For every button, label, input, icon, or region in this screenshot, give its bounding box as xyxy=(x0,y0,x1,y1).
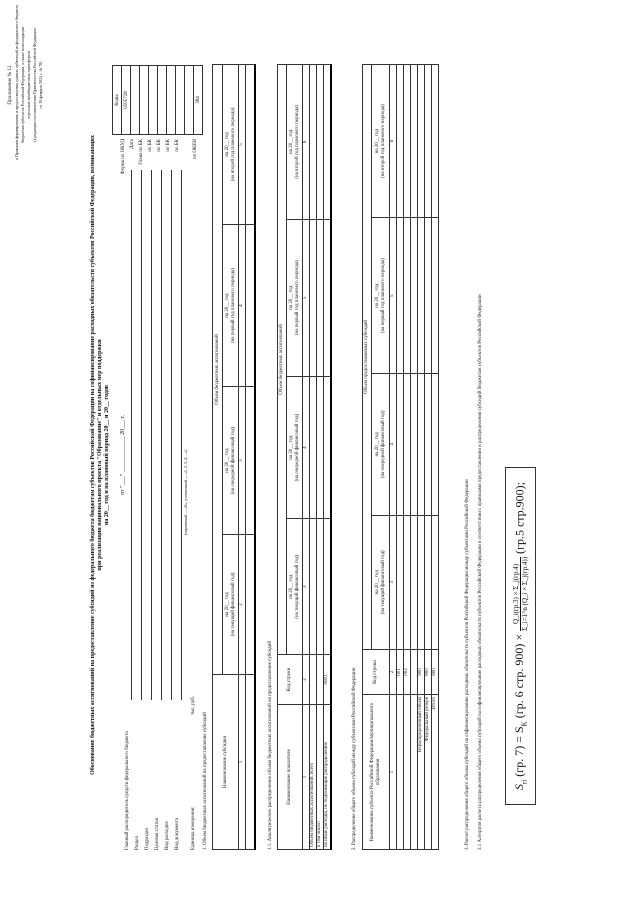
code-label: по ОКЕИ xyxy=(193,139,198,160)
col-header: Код строки xyxy=(363,650,390,695)
code-cell xyxy=(167,66,176,135)
table-cell xyxy=(324,376,332,519)
table-cell xyxy=(411,218,418,374)
code-label: Дата xyxy=(130,139,135,149)
row-code: 002 xyxy=(404,650,411,695)
group-header: Объем бюджетных ассигнований xyxy=(278,65,287,655)
table-cell xyxy=(317,219,324,376)
header-underline xyxy=(151,170,152,700)
title-line: Обоснование бюджетных ассигнований на предоставление субсидий из федерального бюджета бюджетам субъектов Российской Федерации на софинансирование расходных обязательств субъектов Российской Федерации, возникающих xyxy=(90,135,96,775)
codes-table xyxy=(112,65,203,135)
table-cell xyxy=(397,515,404,649)
appendix-line: бюджетам субъектов Российской Федерации, а также консолидации xyxy=(20,27,25,143)
header-underline xyxy=(131,170,132,700)
row-label xyxy=(397,695,404,850)
table-cell xyxy=(397,218,404,374)
table-cell xyxy=(246,534,255,674)
header-underline xyxy=(141,170,142,700)
col-number: 1 xyxy=(239,675,246,850)
table-cell xyxy=(425,515,432,649)
table-cell xyxy=(317,655,324,705)
year-header: на 20__ год (на первый год планового периода) xyxy=(372,218,390,374)
table-cell xyxy=(317,65,324,220)
note-31: 3.1 Алгоритм расчета распределения общего объема субсидий на софинансирование расходных обязательств субъектов Российской Федерации в соответствии с правилами предоставления и распределения субсидий бюджетам субъектов Российской Федерации xyxy=(478,294,483,850)
section11-title: 1.1. Аналитическое распределение объема бюджетных ассигнований на предоставление субсидий xyxy=(268,640,273,850)
table-cell xyxy=(425,65,432,218)
appendix-block xyxy=(8,5,44,160)
year-header: на 20__ год (на очередной финансовый год) xyxy=(372,374,390,516)
year-header: на 20__ год (на текущий финансовый год) xyxy=(287,519,303,655)
row-code: 0001 xyxy=(324,655,332,705)
row-label: Итого xyxy=(432,695,439,850)
code-cell xyxy=(158,66,167,135)
col-number: 4 xyxy=(303,376,310,519)
year-header: на 20__ год (на второй год планового периода) xyxy=(223,65,239,225)
code-label: по БК xyxy=(157,139,162,152)
year-header: на 20__ год (на текущий финансовый год) xyxy=(372,515,390,649)
table-cell xyxy=(418,374,425,516)
table-cell xyxy=(324,219,332,376)
code-cell xyxy=(131,66,140,135)
row-code: 001 xyxy=(397,650,404,695)
year-header: на 20__ год (на очередной финансовый год) xyxy=(223,387,239,535)
code-cell: 384 xyxy=(194,66,203,135)
table-cell xyxy=(310,376,317,519)
col-number: 1 xyxy=(390,695,397,850)
header-label: Подраздел xyxy=(145,827,150,850)
table-cell xyxy=(418,65,425,218)
formula-fraction xyxy=(512,557,529,631)
table-cell xyxy=(246,224,255,386)
col-number: 2 xyxy=(303,655,310,705)
section2-table xyxy=(362,64,439,850)
header-label: Целевая статья xyxy=(155,818,160,850)
row-code: 800 xyxy=(425,650,432,695)
col-number: 4 xyxy=(390,374,397,516)
table-cell xyxy=(246,675,255,850)
document-date: от "___" ____________ 20___ г. xyxy=(120,415,126,495)
col-header: Код строки xyxy=(278,655,303,705)
col-number: 3 xyxy=(239,387,246,535)
row-label xyxy=(404,695,411,850)
col-number: 2 xyxy=(390,650,397,695)
header-label: Вид расходов xyxy=(165,821,170,850)
table-cell xyxy=(310,519,317,655)
table-cell xyxy=(411,65,418,218)
table-cell xyxy=(432,515,439,649)
group-header: Объем бюджетных ассигнований xyxy=(213,65,223,675)
table-cell xyxy=(432,65,439,218)
formula-tail: (гр.5 стр.900); xyxy=(512,482,527,554)
table-cell xyxy=(397,65,404,218)
year-header: на 20__ год (на текущий финансовый год) xyxy=(223,534,239,674)
header-label: Раздел xyxy=(135,835,140,850)
year-header: на 20__ год (на второй год планового периода) xyxy=(372,65,390,218)
col-number: 1 xyxy=(303,705,310,850)
table-cell xyxy=(411,515,418,649)
table-cell xyxy=(324,65,332,220)
appendix-line: (в редакции постановления Правительства Российской Федерации xyxy=(32,28,37,142)
code-cell xyxy=(185,66,194,135)
table-cell xyxy=(418,515,425,649)
group-header: Объем предоставляемых субсидий xyxy=(363,65,372,650)
row-label: Нераспределенный объем xyxy=(418,695,425,850)
col-number: 5 xyxy=(390,218,397,374)
table-cell xyxy=(432,218,439,374)
row-label: Федеральный резерв xyxy=(425,695,432,850)
table-cell xyxy=(310,65,317,220)
formula-lhs: $S_{ri}$ (гр. $7) = S_K$ (гр. 6 стр. 900) × xyxy=(512,633,529,790)
table-cell xyxy=(310,219,317,376)
col-number: 3 xyxy=(390,515,397,649)
table-cell xyxy=(246,65,255,225)
col-number: 6 xyxy=(390,65,397,218)
header-label: Вид документа xyxy=(175,817,180,850)
appendix-line: Приложение № 12 xyxy=(8,65,13,105)
title-line: на 20__ год и на плановый период 20__ и 20__ годов xyxy=(104,384,110,526)
table-cell xyxy=(404,218,411,374)
row-code: 900 xyxy=(418,650,425,695)
row-label: Объем бюджетных ассигнований, всего xyxy=(310,705,317,850)
code-cell xyxy=(176,66,185,135)
col-number: 2 xyxy=(239,534,246,674)
year-header: на 20__ год (на второй год планового периода) xyxy=(287,65,303,220)
section1-table xyxy=(212,64,256,850)
note-3: 3. Расчет распределения общего объема субсидий на софинансирование расходных обязательств субъектов Российской Федерации между субъектами Российской Федерации xyxy=(465,479,470,850)
col-number: 4 xyxy=(239,224,246,386)
col-number: 5 xyxy=(239,65,246,225)
table-cell xyxy=(418,218,425,374)
table-cell xyxy=(317,376,324,519)
table-cell xyxy=(324,519,332,655)
code-label: по БК xyxy=(166,139,171,152)
code-cell xyxy=(140,66,149,135)
code-cell: 0505728 xyxy=(122,66,131,135)
header-label: Главный распорядитель средств федерального бюджета xyxy=(125,731,130,850)
code-label: Глава по БК xyxy=(139,139,144,165)
table-cell xyxy=(425,218,432,374)
appendix-line: от 19 февраля 2025 г. № 78) xyxy=(38,61,43,109)
col-number: 6 xyxy=(303,65,310,220)
row-code xyxy=(411,650,418,695)
row-label: в том числе: xyxy=(317,705,324,850)
appendix-line: к Правилам формирования и предоставления единых субвенций из федерального бюджета xyxy=(14,5,19,160)
table-cell xyxy=(397,374,404,516)
code-label: по БК xyxy=(175,139,180,152)
header-underline xyxy=(161,170,162,700)
code-label: по БК xyxy=(148,139,153,152)
title-line: при реализации национального проекта "Образование" и отдельных мер поддержки xyxy=(97,339,103,571)
doc-hint: (первичный — «0», уточненный — «1, 2, 3, 4, ...») xyxy=(183,449,188,535)
table-cell xyxy=(425,374,432,516)
section11-table xyxy=(277,64,332,850)
table-cell xyxy=(246,387,255,535)
row-code: 900 xyxy=(432,650,439,695)
formula-denominator: Σ_i=1^n (Q_i × Σ_j(гр.4)) xyxy=(521,556,529,631)
col-number: 5 xyxy=(303,219,310,376)
table-cell xyxy=(411,374,418,516)
row-label xyxy=(411,695,418,850)
year-header: на 20__ год (на первый год планового периода) xyxy=(223,224,239,386)
table-cell xyxy=(404,65,411,218)
year-header: на 20__ год (на очередной финансовый год) xyxy=(287,376,303,519)
header-underline xyxy=(171,170,172,700)
col-header: Наименование субсидии xyxy=(213,675,239,850)
code-cell xyxy=(149,66,158,135)
formula-box xyxy=(505,467,536,805)
table-cell xyxy=(404,515,411,649)
section2-title: 2. Распределение общего объема субсидий между субъектами Российской Федерации xyxy=(352,667,357,850)
col-number: 3 xyxy=(303,519,310,655)
units-label: Единица измерения: xyxy=(191,806,196,850)
year-header: на 20__ год (на первый год планового периода) xyxy=(287,219,303,376)
header-underline xyxy=(181,170,182,700)
units-value: тыс. руб. xyxy=(191,696,196,715)
row-label: на иные расходы, не подлежащие распределению xyxy=(324,705,332,850)
formula-numerator: Q_i(гр.3) × Σ_j(гр.4) xyxy=(512,557,521,631)
col-header: Наименование показателя xyxy=(278,705,303,850)
code-label: Форма по ОКУД xyxy=(121,139,126,175)
col-header: Наименование субъекта Российской Федерации/муниципального образования xyxy=(363,695,390,850)
table-cell xyxy=(432,374,439,516)
document-title xyxy=(90,65,111,845)
section1-title: 1. Объем бюджетных ассигнований на предоставление субсидий xyxy=(203,712,208,850)
table-cell xyxy=(404,374,411,516)
table-cell xyxy=(317,519,324,655)
appendix-line: отдельных межбюджетных трансфертов xyxy=(26,50,31,120)
codes-header: Коды xyxy=(113,66,122,135)
table-cell xyxy=(310,655,317,705)
